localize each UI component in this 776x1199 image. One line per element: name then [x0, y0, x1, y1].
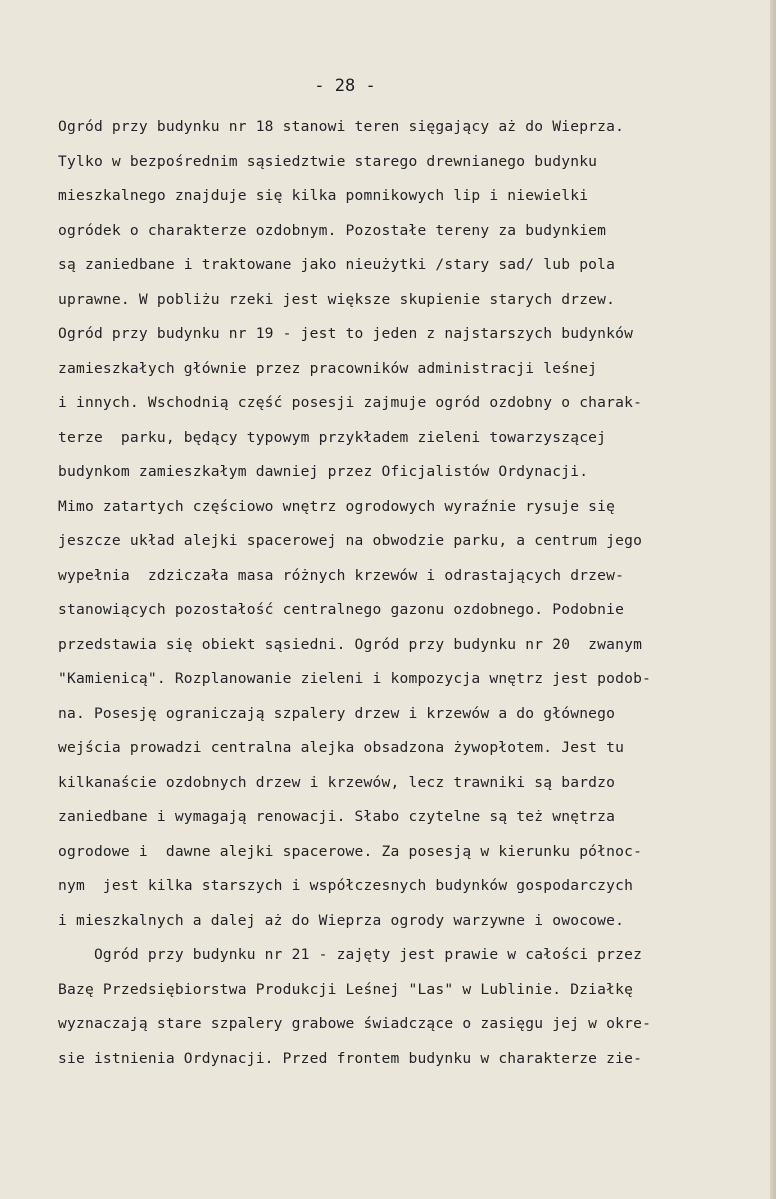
text-line: wyznaczają stare szpalery grabowe świadczące o zasięgu jej w okre- — [58, 1015, 652, 1032]
text-line: wejścia prowadzi centralna alejka obsadzona żywopłotem. Jest tu — [58, 739, 625, 756]
text-line: Ogród przy budynku nr 21 - zajęty jest prawie w całości przez — [58, 946, 643, 963]
text-line: jeszcze układ alejki spacerowej na obwodzie parku, a centrum jego — [58, 532, 643, 549]
text-line: kilkanaście ozdobnych drzew i krzewów, lecz trawniki są bardzo — [58, 773, 616, 791]
text-line: i innych. Wschodnią część posesji zajmuje ogród ozdobny o charak- — [58, 394, 643, 411]
page-edge-shadow — [770, 0, 776, 1199]
text-line: Mimo zatartych częściowo wnętrz ogrodowych wyraźnie rysuje się — [58, 497, 616, 515]
text-line: sie istnienia Ordynacji. Przed frontem budynku w charakterze zie- — [58, 1049, 643, 1067]
text-line: i mieszkalnych a dalej aż do Wieprza ogrody warzywne i owocowe. — [58, 911, 625, 929]
text-line: stanowiących pozostałość centralnego gazonu ozdobnego. Podobnie — [58, 601, 625, 618]
text-line: uprawne. W pobliżu rzeki jest większe skupienie starych drzew. — [58, 290, 616, 308]
text-line: budynkom zamieszkałym dawniej przez Oficjalistów Ordynacji. — [58, 463, 589, 480]
text-line: Ogród przy budynku nr 19 - jest to jeden z najstarszych budynków — [58, 325, 634, 342]
text-line: terze parku, będący typowym przykładem zieleni towarzyszącej — [58, 428, 607, 446]
text-line: wypełnia zdziczała masa różnych krzewów i odrastających drzew- — [58, 566, 625, 584]
text-line: Bazę Przedsiębiorstwa Produkcji Leśnej "Las" w Lublinie. Działkę — [58, 980, 634, 998]
text-line: są zaniedbane i traktowane jako nieużytki /stary sad/ lub pola — [58, 256, 616, 273]
text-line: zamieszkałych głównie przez pracowników administracji leśnej — [58, 359, 598, 377]
text-line: mieszkalnego znajduje się kilka pomnikowych lip i niewielki — [58, 187, 589, 204]
text-line: ogródek o charakterze ozdobnym. Pozostałe tereny za budynkiem — [58, 221, 607, 239]
text-line: nym jest kilka starszych i współczesnych budynków gospodarczych — [58, 877, 634, 894]
text-line: przedstawia się obiekt sąsiedni. Ogród przy budynku nr 20 zwanym — [58, 635, 643, 653]
page-number: - 28 - — [314, 76, 376, 96]
text-line: zaniedbane i wymagają renowacji. Słabo czytelne są też wnętrza — [58, 808, 616, 825]
text-line: na. Posesję ograniczają szpalery drzew i krzewów a do głównego — [58, 704, 616, 722]
text-line: Tylko w bezpośrednim sąsiedztwie starego drewnianego budynku — [58, 152, 598, 170]
text-line: Ogród przy budynku nr 18 stanowi teren sięgający aż do Wieprza. — [58, 118, 625, 135]
body-text — [58, 110, 770, 1076]
text-line: "Kamienicą". Rozplanowanie zieleni i kompozycja wnętrz jest podob- — [58, 670, 652, 687]
text-line: ogrodowe i dawne alejki spacerowe. Za posesją w kierunku północ- — [58, 842, 643, 860]
